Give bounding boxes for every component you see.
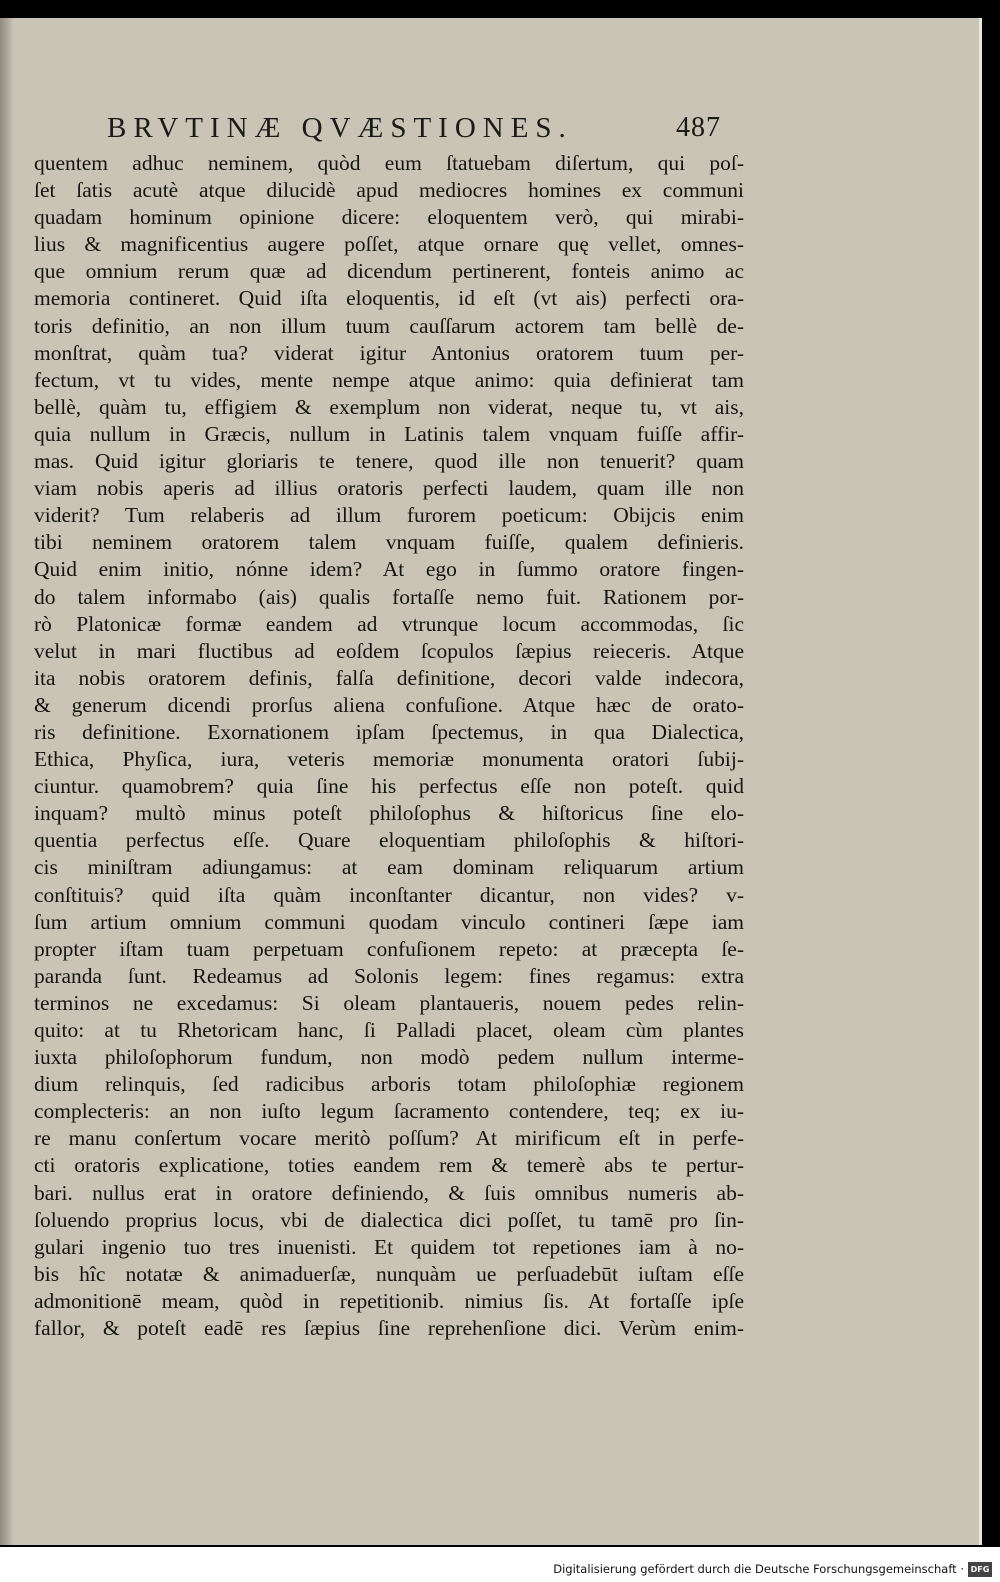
text-line: quentia perfectus eſſe. Quare eloquentiam philoſophis & hiſtori-	[34, 828, 744, 853]
text-line: monſtrat, quàm tua? viderat igitur Antonius oratorem tuum per-	[34, 340, 744, 365]
text-line: lius & magnificentius augere poſſet, atque ornare quę vellet, omnes-	[34, 232, 744, 257]
digitization-footer	[0, 1547, 1000, 1582]
text-line: mas. Quid igitur gloriaris te tenere, quod ille non tenuerit? quam	[34, 449, 744, 474]
text-line: terminos ne excedamus: Si oleam plantaueris, nouem pedes relin-	[34, 990, 744, 1015]
text-line: paranda ſunt. Redeamus ad Solonis legem: fines regamus: extra	[34, 963, 744, 988]
text-line: admonitionē meam, quòd in repetitionib. nimius ſis. At fortaſſe ipſe	[34, 1288, 744, 1313]
text-line: ſum artium omnium communi quodam vinculo contineri ſæpe iam	[34, 909, 744, 934]
text-line: ſet ſatis acutè atque dilucidè apud mediocres homines ex communi	[34, 178, 744, 203]
text-line: fallor, & poteſt eadē res ſæpius ſine reprehenſione dici. Verùm enim-	[34, 1316, 744, 1341]
text-line: que omnium rerum quæ ad dicendum pertinerent, fonteis animo ac	[34, 259, 744, 284]
text-line: fectum, vt tu vides, mente nempe atque animo: quia definierat tam	[34, 367, 744, 392]
text-line: gulari ingenio tuo tres inuenisti. Et quidem tot repetiones iam à no-	[34, 1234, 744, 1259]
page-number: 487	[676, 112, 721, 143]
text-line: cis miniſtram adiungamus: at eam dominam reliquarum artium	[34, 855, 744, 880]
text-line: do talem informabo (ais) qualis fortaſſe nemo fuit. Rationem por-	[34, 584, 744, 609]
text-line: iuxta philoſophorum fundum, non modò pedem nullum interme-	[34, 1045, 744, 1070]
text-line: velut in mari fluctibus ad eoſdem ſcopulos ſæpius reieceris. Atque	[34, 638, 744, 663]
text-line: re manu conſertum vocare meritò poſſum? At mirificum eſt in perfe-	[34, 1126, 744, 1151]
running-title: BRVTINÆ QVÆSTIONES.	[107, 112, 573, 144]
body-text	[34, 150, 744, 1342]
text-line: complecteris: an non iuſto legum ſacramento contendere, teq; ex iu-	[34, 1099, 744, 1124]
funding-credit: Digitalisierung gefördert durch die Deutsche Forschungsgemeinschaft ·	[553, 1562, 964, 1576]
text-line: quentem adhuc neminem, quòd eum ſtatuebam diſertum, qui poſ-	[34, 151, 744, 175]
book-page	[0, 18, 982, 1545]
text-line: dium relinquis, ſed radicibus arboris totam philoſophiæ regionem	[34, 1072, 744, 1097]
text-line: toris definitio, an non illum tuum cauſſarum actorem tam bellè de-	[34, 313, 744, 338]
text-line: viam nobis aperis ad illius oratoris perfecti laudem, quam ille non	[34, 476, 744, 501]
text-line: memoria contineret. Quid iſta eloquentis, id eſt (vt ais) perfecti ora-	[34, 286, 744, 311]
text-line: tibi neminem oratorem talem vnquam fuiſſe, qualem definieris.	[34, 530, 744, 555]
gutter-shadow	[0, 18, 14, 1545]
text-line: bellè, quàm tu, effigiem & exemplum non viderat, neque tu, vt ais,	[34, 394, 744, 419]
text-line: propter iſtam tuam perpetuam confuſionem repeto: at præcepta ſe-	[34, 936, 744, 961]
text-line: quito: at tu Rhetoricam hanc, ſi Palladi placet, oleam cùm plantes	[34, 1018, 744, 1042]
text-line: Quid enim initio, nónne idem? At ego in ſummo oratore fingen-	[34, 557, 744, 582]
text-line: cti oratoris explicatione, toties eandem rem & temerè abs te pertur-	[34, 1153, 744, 1178]
dfg-logo-icon: DFG	[968, 1562, 992, 1577]
text-line: inquam? multò minus poteſt philoſophus & hiſtoricus ſine elo-	[34, 801, 744, 826]
text-line: & generum dicendi prorſus aliena confuſione. Atque hæc de orato-	[34, 692, 744, 717]
text-line: ciuntur. quamobrem? quia ſine his perfectus eſſe non poteſt. quid	[34, 774, 744, 799]
text-line: conſtituis? quid iſta quàm inconſtanter dicantur, non vides? v-	[34, 882, 744, 907]
text-line: viderit? Tum relaberis ad illum furorem poeticum: Obijcis enim	[34, 503, 744, 528]
text-line: bis hîc notatæ & animaduerſæ, nunquàm ue perſuadebūt iuſtam eſſe	[34, 1261, 744, 1286]
text-line: bari. nullus erat in oratore definiendo, & ſuis omnibus numeris ab-	[34, 1180, 744, 1205]
text-line: quadam hominum opinione dicere: eloquentem verò, qui mirabi-	[34, 205, 744, 230]
text-line: ſoluendo proprius locus, vbi de dialectica dici poſſet, tu tamē pro ſin-	[34, 1207, 744, 1232]
text-line: rò Platonicæ formæ eandem ad vtrunque locum accommodas, ſic	[34, 611, 744, 636]
text-line: ris definitione. Exornationem ipſam ſpectemus, in qua Dialectica,	[34, 719, 744, 744]
text-line: ita nobis oratorem definis, falſa definitione, decori valde indecora,	[34, 665, 744, 690]
text-line: quia nullum in Græcis, nullum in Latinis talem vnquam fuiſſe affir-	[34, 421, 744, 446]
text-line: Ethica, Phyſica, iura, veteris memoriæ monumenta oratori ſubij-	[34, 747, 744, 772]
